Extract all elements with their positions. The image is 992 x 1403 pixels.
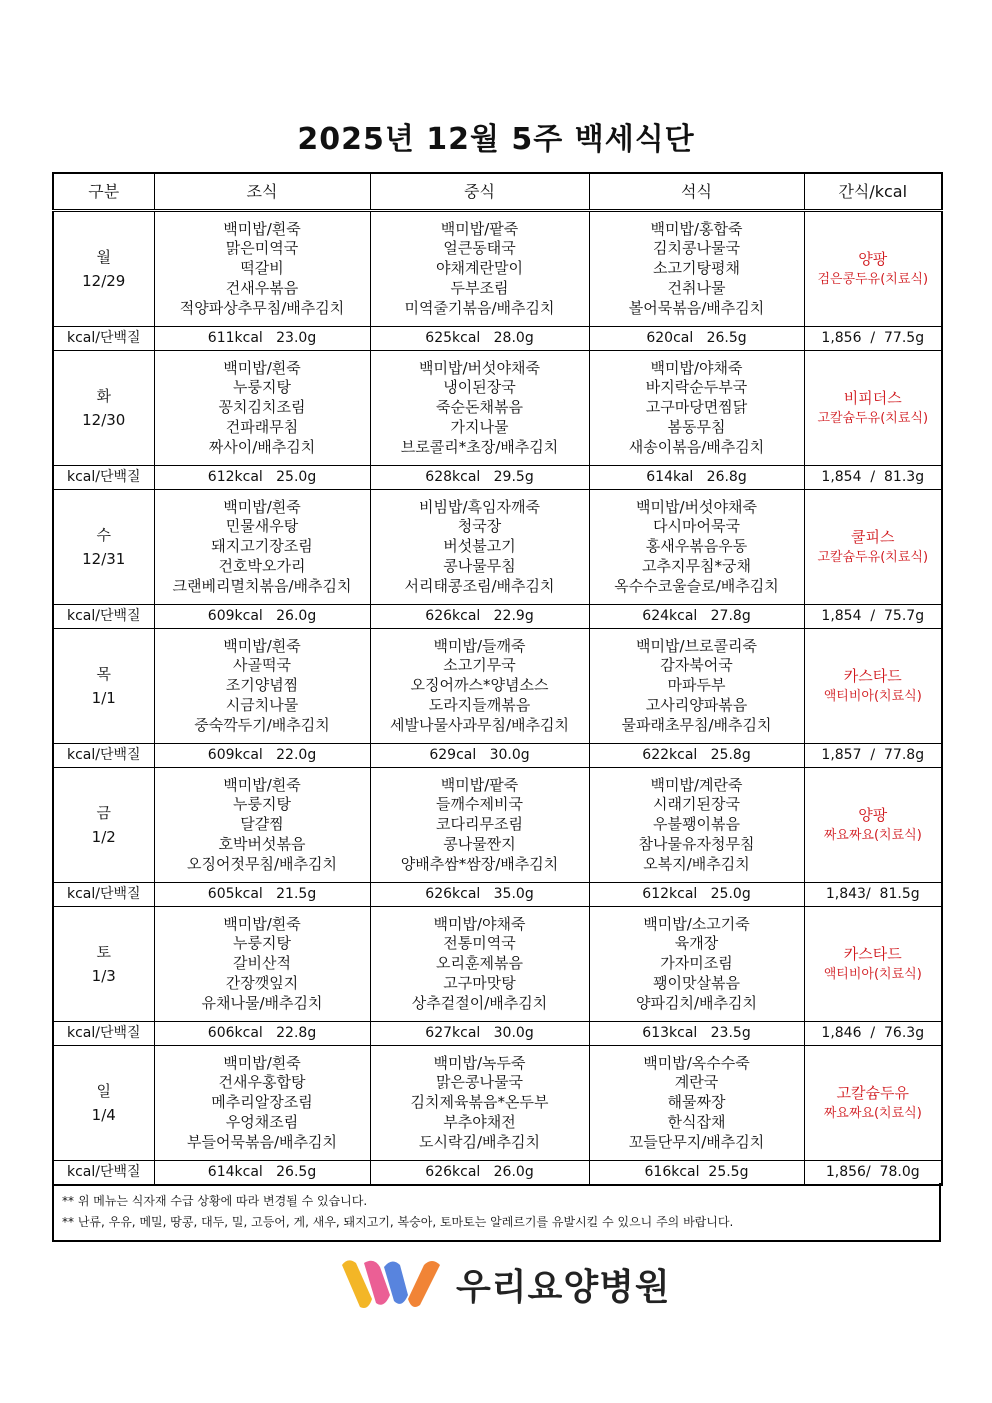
kcal-value: 1,854 / 75.7g: [804, 605, 942, 629]
menu-item: 사골떡국: [233, 656, 291, 675]
menu-item: 누룽지탕: [233, 378, 291, 397]
snack-cell: [804, 351, 942, 466]
menu-item: 건파래무침: [225, 417, 299, 436]
dinner-cell: [589, 211, 804, 327]
breakfast-cell: [154, 907, 370, 1022]
menu-item: 민물새우탕: [225, 517, 299, 536]
menu-item: 백미밥/브로콜리죽: [636, 636, 757, 655]
day-date: 1/3: [91, 967, 116, 985]
menu-item: 떡갈비: [240, 259, 284, 278]
snack-item: 고칼슘두유: [836, 1084, 909, 1102]
menu-item: 호박버섯볶음: [218, 834, 306, 853]
kcal-label: kcal/단백질: [53, 744, 154, 768]
kcal-row: [53, 744, 942, 768]
lunch-cell: [370, 629, 589, 744]
menu-item: 도라지들깨볶음: [428, 695, 531, 714]
kcal-label: kcal/단백질: [53, 327, 154, 351]
menu-item: 물파래초무침/배추김치: [621, 715, 772, 734]
menu-item: 백미밥/팥죽: [440, 775, 519, 794]
menu-item: 양배추쌈*쌈장/배추김치: [400, 854, 559, 873]
kcal-value: 625kcal 28.0g: [370, 327, 589, 351]
day-cell: [53, 211, 154, 327]
day-name: 일: [96, 1082, 111, 1100]
menu-item: 백미밥/소고기죽: [643, 914, 750, 933]
hospital-logo: [338, 1255, 671, 1313]
menu-item: 백미밥/흰죽: [223, 1053, 301, 1072]
menu-item: 간장깻잎지: [225, 973, 299, 992]
day-cell: [53, 768, 154, 883]
kcal-value: 626kcal 35.0g: [370, 883, 589, 907]
page-title: 2025년 12월 5주 백세식단: [297, 122, 695, 157]
day-name: 목: [96, 665, 111, 683]
breakfast-cell: [154, 629, 370, 744]
menu-item: 얼큰동태국: [443, 239, 516, 258]
menu-item: 맑은콩나물국: [436, 1073, 523, 1092]
table-header-row: [53, 173, 942, 211]
menu-item: 유채나물/배추김치: [201, 993, 323, 1012]
kcal-value: 606kcal 22.8g: [154, 1022, 370, 1046]
snack-cell: [804, 1046, 942, 1161]
menu-item: 마파두부: [667, 676, 726, 695]
breakfast-cell: [154, 211, 370, 327]
kcal-value: 1,854 / 81.3g: [804, 466, 942, 490]
day-cell: [53, 629, 154, 744]
menu-item: 돼지고기장조림: [211, 537, 313, 556]
menu-item: 꽹이맛살볶음: [653, 973, 740, 992]
menu-item: 백미밥/팥죽: [440, 219, 519, 238]
kcal-value: 1,856/ 78.0g: [804, 1161, 942, 1186]
lunch-cell: [370, 907, 589, 1022]
menu-item: 고사리양파볶음: [645, 695, 748, 714]
menu-item: 한식잡채: [667, 1112, 726, 1131]
lunch-cell: [370, 351, 589, 466]
menu-item: 건새우홍합탕: [218, 1073, 306, 1092]
menu-item: 조기양념찜: [225, 676, 299, 695]
menu-item: 야채계란말이: [436, 259, 523, 278]
breakfast-cell: [154, 351, 370, 466]
menu-item: 적양파상추무침/배추김치: [179, 298, 345, 317]
menu-item: 홍새우볶음우동: [645, 537, 748, 556]
dinner-cell: [589, 768, 804, 883]
menu-item: 우불꽹이볶음: [653, 815, 740, 834]
header-lunch: 중식: [370, 173, 589, 211]
snack-therapy-item: 액티비아(치료식): [823, 967, 922, 982]
dinner-cell: [589, 351, 804, 466]
kcal-label: kcal/단백질: [53, 883, 154, 907]
day-name: 토: [96, 943, 111, 961]
header-category: 구분: [53, 173, 154, 211]
kcal-row: [53, 1022, 942, 1046]
menu-item: 육개장: [674, 934, 719, 953]
menu-item: 백미밥/흰죽: [223, 358, 301, 377]
menu-item: 백미밥/흰죽: [223, 497, 301, 516]
kcal-value: 626kcal 26.0g: [370, 1161, 589, 1186]
menu-item: 두부조림: [450, 278, 509, 297]
menu-item: 누룽지탕: [233, 934, 291, 953]
menu-item: 오징어젓무침/배추김치: [187, 854, 337, 873]
menu-item: 크랜베리멸치볶음/배추김치: [172, 576, 352, 595]
menu-item: 김치콩나물국: [653, 239, 740, 258]
menu-item: 볼어묵볶음/배추김치: [628, 298, 765, 317]
day-date: 1/2: [91, 828, 116, 846]
menu-item: 백미밥/버섯야채죽: [419, 358, 540, 377]
menu-item: 오리훈제볶음: [436, 954, 523, 973]
menu-item: 시금치나물: [225, 695, 299, 714]
menu-item: 다시마어묵국: [653, 517, 740, 536]
menu-item: 백미밥/야채죽: [650, 358, 743, 377]
menu-item: 백미밥/흰죽: [223, 914, 301, 933]
menu-item: 고추지무침*궁채: [642, 556, 751, 575]
day-row: [53, 1046, 942, 1161]
kcal-value: 1,856 / 77.5g: [804, 327, 942, 351]
day-date: 12/29: [82, 272, 126, 290]
kcal-value: 612kcal 25.0g: [589, 883, 804, 907]
menu-item: 우엉채조림: [225, 1112, 299, 1131]
dinner-cell: [589, 1046, 804, 1161]
menu-item: 고구마맛탕: [443, 973, 516, 992]
snack-item: 카스타드: [843, 945, 902, 963]
snack-therapy-item: 짜요짜요(치료식): [823, 828, 922, 843]
notice-box: [52, 1183, 941, 1242]
menu-item: 백미밥/계란죽: [650, 775, 743, 794]
kcal-value: 612kcal 25.0g: [154, 466, 370, 490]
day-row: [53, 351, 942, 466]
breakfast-cell: [154, 1046, 370, 1161]
menu-item: 청국장: [457, 517, 502, 536]
snack-item: 양팡: [858, 250, 888, 268]
day-name: 수: [96, 526, 111, 544]
menu-item: 누룽지탕: [233, 795, 291, 814]
snack-cell: [804, 211, 942, 327]
day-date: 1/1: [91, 689, 116, 707]
kcal-row: [53, 1161, 942, 1186]
day-row: [53, 768, 942, 883]
notice-line: ** 위 메뉴는 식자재 수급 상황에 따라 변경될 수 있습니다.: [62, 1194, 368, 1208]
kcal-value: 614kal 26.8g: [589, 466, 804, 490]
menu-item: 백미밥/흰죽: [223, 636, 301, 655]
kcal-row: [53, 883, 942, 907]
menu-item: 건취나물: [667, 278, 726, 297]
menu-item: 꼬들단무지/배추김치: [628, 1132, 765, 1151]
menu-item: 가자미조림: [660, 954, 733, 973]
menu-item: 가지나물: [450, 417, 509, 436]
breakfast-cell: [154, 490, 370, 605]
day-name: 화: [96, 387, 111, 405]
menu-item: 봄동무침: [667, 417, 726, 436]
notice-line: ** 난류, 우유, 메밀, 땅콩, 대두, 밀, 고등어, 게, 새우, 돼지고기, 복숭아, 토마토는 알레르기를 유발시킬 수 있으니 주의 바랍니다.: [62, 1215, 734, 1229]
dinner-cell: [589, 490, 804, 605]
menu-item: 중숙깍두기/배추김치: [194, 715, 330, 734]
kcal-value: 609kcal 22.0g: [154, 744, 370, 768]
menu-item: 백미밥/들깨죽: [433, 636, 526, 655]
menu-item: 짜사이/배추김치: [208, 437, 316, 456]
day-cell: [53, 351, 154, 466]
menu-item: 해물짜장: [667, 1093, 726, 1112]
menu-item: 도시락김/배추김치: [419, 1132, 540, 1151]
kcal-value: 626kcal 22.9g: [370, 605, 589, 629]
menu-item: 상추겉절이/배추김치: [411, 993, 548, 1012]
menu-item: 건호박오가리: [218, 556, 306, 575]
menu-item: 백미밥/홍합죽: [650, 219, 743, 238]
snack-cell: [804, 907, 942, 1022]
snack-therapy-item: 액티비아(치료식): [823, 689, 922, 704]
menu-item: 시래기된장국: [653, 795, 740, 814]
lunch-cell: [370, 768, 589, 883]
menu-item: 부들어묵볶음/배추김치: [187, 1132, 337, 1151]
menu-item: 브로콜리*초장/배추김치: [400, 437, 559, 456]
snack-item: 카스타드: [843, 667, 902, 685]
kcal-label: kcal/단백질: [53, 1161, 154, 1186]
menu-item: 백미밥/버섯야채죽: [636, 497, 757, 516]
kcal-value: 613kcal 23.5g: [589, 1022, 804, 1046]
lunch-cell: [370, 1046, 589, 1161]
snack-item: 양팡: [858, 806, 888, 824]
menu-item: 꽁치김치조림: [218, 398, 306, 417]
kcal-value: 1,843/ 81.5g: [804, 883, 942, 907]
day-date: 12/30: [82, 411, 126, 429]
menu-item: 비빔밥/흑임자깨죽: [419, 497, 540, 516]
menu-item: 세발나물사과무침/배추김치: [390, 715, 569, 734]
menu-item: 맑은미역국: [225, 239, 299, 258]
day-cell: [53, 490, 154, 605]
menu-item: 갈비산적: [233, 954, 291, 973]
kcal-value: 609kcal 26.0g: [154, 605, 370, 629]
day-cell: [53, 1046, 154, 1161]
snack-cell: [804, 768, 942, 883]
menu-item: 오복지/배추김치: [643, 854, 750, 873]
menu-item: 냉이된장국: [443, 378, 516, 397]
menu-item: 백미밥/야채죽: [433, 914, 526, 933]
snack-cell: [804, 629, 942, 744]
kcal-value: 628kcal 29.5g: [370, 466, 589, 490]
menu-item: 미역줄기볶음/배추김치: [404, 298, 555, 317]
kcal-row: [53, 466, 942, 490]
menu-item: 죽순돈채볶음: [436, 398, 523, 417]
kcal-value: 605kcal 21.5g: [154, 883, 370, 907]
menu-item: 건새우볶음: [225, 278, 299, 297]
snack-item: 비피더스: [843, 389, 902, 407]
menu-item: 계란국: [674, 1073, 719, 1092]
menu-item: 콩나물무침: [443, 556, 516, 575]
menu-item: 고구마당면찜닭: [645, 398, 748, 417]
day-cell: [53, 907, 154, 1022]
menu-item: 소고기무국: [443, 656, 516, 675]
header-breakfast: 조식: [154, 173, 370, 211]
kcal-row: [53, 605, 942, 629]
menu-table: [52, 172, 943, 1186]
dinner-cell: [589, 907, 804, 1022]
menu-item: 양파김치/배추김치: [636, 993, 757, 1012]
kcal-label: kcal/단백질: [53, 605, 154, 629]
menu-item: 새송이볶음/배추김치: [628, 437, 765, 456]
menu-item: 메추리알장조림: [211, 1093, 313, 1112]
snack-therapy-item: 고칼슘두유(치료식): [817, 411, 929, 426]
kcal-value: 611kcal 23.0g: [154, 327, 370, 351]
snack-therapy-item: 검은콩두유(치료식): [817, 272, 929, 287]
kcal-row: [53, 327, 942, 351]
menu-item: 소고기탕평채: [653, 259, 740, 278]
day-date: 1/4: [91, 1106, 116, 1124]
menu-item: 코다리무조림: [436, 815, 523, 834]
menu-item: 버섯불고기: [443, 537, 516, 556]
logo-text: 우리요양병원: [456, 1267, 671, 1308]
menu-item: 백미밥/흰죽: [223, 775, 301, 794]
header-snack: 간식/kcal: [804, 173, 942, 211]
dinner-cell: [589, 629, 804, 744]
kcal-label: kcal/단백질: [53, 466, 154, 490]
kcal-value: 1,846 / 76.3g: [804, 1022, 942, 1046]
menu-item: 전통미역국: [443, 934, 516, 953]
kcal-value: 616kcal 25.5g: [589, 1161, 804, 1186]
day-row: [53, 907, 942, 1022]
menu-item: 참나물유자청무침: [638, 834, 755, 853]
header-dinner: 석식: [589, 173, 804, 211]
lunch-cell: [370, 211, 589, 327]
menu-item: 달걀찜: [240, 815, 284, 834]
day-name: 금: [96, 804, 111, 822]
menu-item: 들깨수제비국: [436, 795, 523, 814]
snack-item: 쿨피스: [851, 528, 895, 546]
menu-item: 감자북어국: [660, 656, 733, 675]
menu-item: 부추야채전: [443, 1112, 516, 1131]
kcal-value: 620cal 26.5g: [589, 327, 804, 351]
day-row: [53, 629, 942, 744]
menu-item: 백미밥/흰죽: [223, 219, 301, 238]
logo-icon: [338, 1255, 448, 1313]
snack-cell: [804, 490, 942, 605]
kcal-label: kcal/단백질: [53, 1022, 154, 1046]
kcal-value: 624kcal 27.8g: [589, 605, 804, 629]
day-name: 월: [96, 248, 111, 266]
kcal-value: 1,857 / 77.8g: [804, 744, 942, 768]
menu-item: 백미밥/옥수수죽: [643, 1053, 750, 1072]
day-date: 12/31: [82, 550, 126, 568]
menu-item: 김치제육볶음*온두부: [410, 1093, 549, 1112]
menu-item: 콩나물짠지: [443, 834, 516, 853]
kcal-value: 614kcal 26.5g: [154, 1161, 370, 1186]
menu-item: 오징어까스*양념소스: [410, 676, 549, 695]
menu-item: 옥수수코울슬로/배추김치: [614, 576, 779, 595]
snack-therapy-item: 짜요짜요(치료식): [823, 1106, 922, 1121]
kcal-value: 627kcal 30.0g: [370, 1022, 589, 1046]
kcal-value: 622kcal 25.8g: [589, 744, 804, 768]
breakfast-cell: [154, 768, 370, 883]
kcal-value: 629cal 30.0g: [370, 744, 589, 768]
menu-item: 백미밥/녹두죽: [433, 1053, 526, 1072]
lunch-cell: [370, 490, 589, 605]
day-row: [53, 211, 942, 327]
menu-item: 바지락순두부국: [645, 378, 748, 397]
snack-therapy-item: 고칼슘두유(치료식): [817, 550, 929, 565]
menu-item: 서리태콩조림/배추김치: [404, 576, 555, 595]
day-row: [53, 490, 942, 605]
